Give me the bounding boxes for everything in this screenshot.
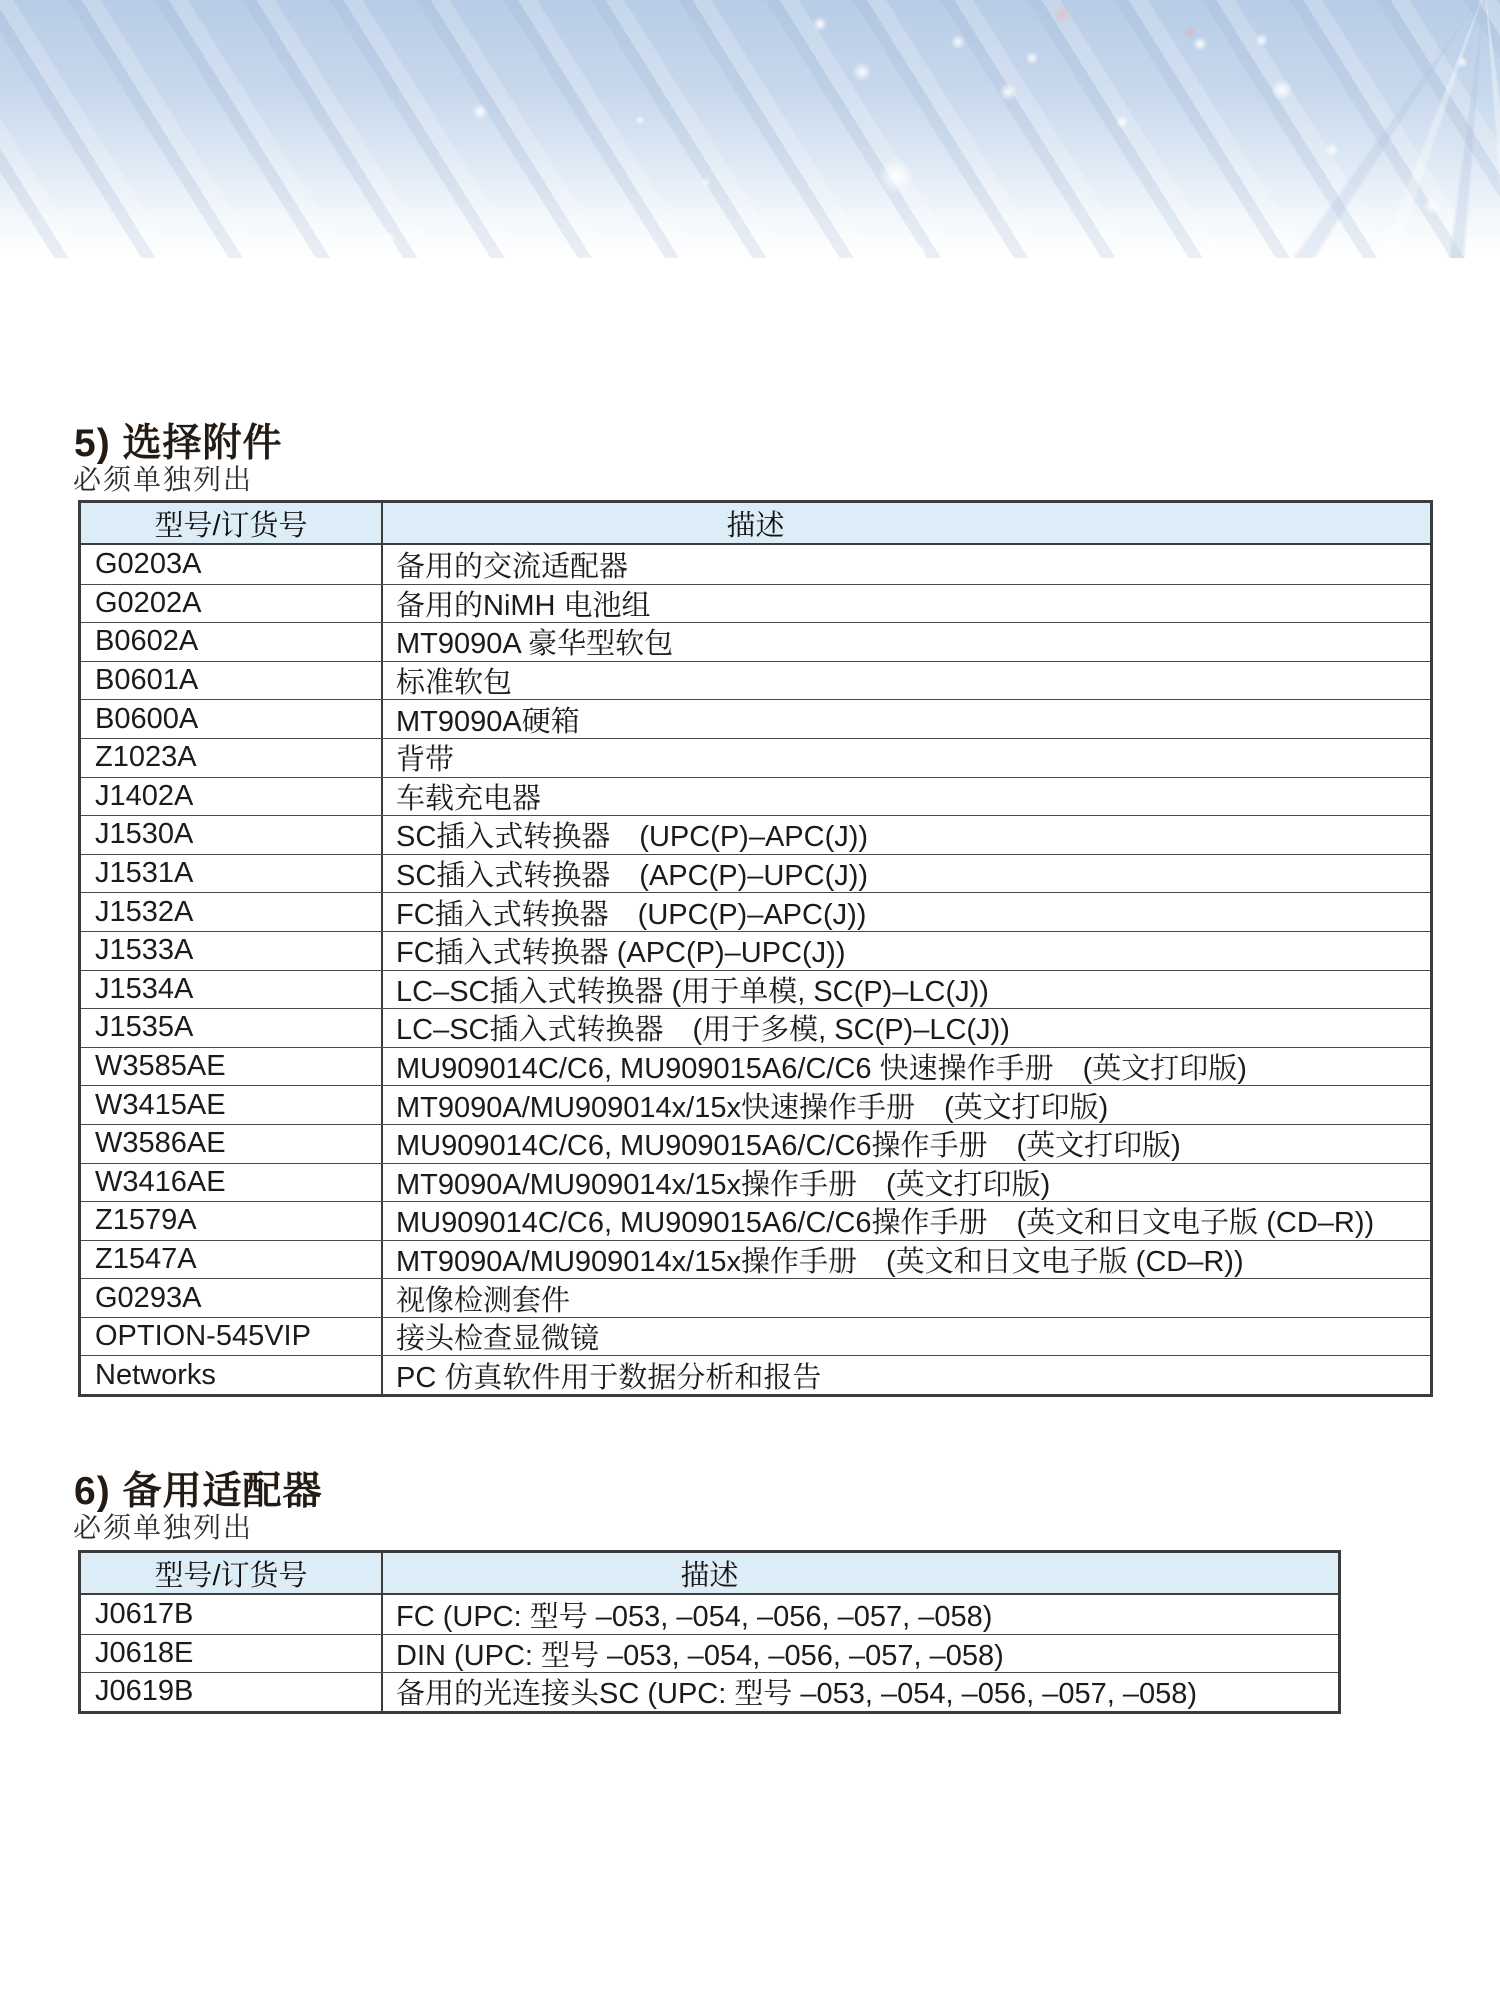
table-row bbox=[81, 699, 1430, 738]
decorative-banner-image bbox=[0, 0, 1500, 258]
table-row bbox=[81, 622, 1430, 661]
model-cell: W3586AE bbox=[81, 1125, 383, 1163]
description-cell: 备用的光连接头SC (UPC: 型号 –053, –054, –056, –057, –058) bbox=[396, 1678, 1198, 1711]
model-cell: J0617B bbox=[81, 1595, 383, 1634]
section6-title: 6) 备用适配器 bbox=[74, 1470, 323, 1513]
model-cell: Z1547A bbox=[81, 1241, 383, 1279]
model-cell: J0618E bbox=[81, 1635, 383, 1673]
description-cell: MT9090A/MU909014x/15x操作手册 (英文打印版) bbox=[396, 1168, 1051, 1201]
description-cell: 备用的交流适配器 bbox=[396, 550, 629, 583]
model-cell: W3415AE bbox=[81, 1086, 383, 1124]
table-row bbox=[81, 584, 1430, 623]
section5-subtitle: 必须单独列出 bbox=[73, 464, 254, 495]
model-cell: OPTION-545VIP bbox=[81, 1318, 383, 1356]
table-row bbox=[81, 661, 1430, 700]
spare-adapters-table bbox=[78, 1550, 1341, 1714]
table-row bbox=[81, 892, 1430, 931]
model-cell: B0601A bbox=[81, 662, 383, 700]
description-cell: SC插入式转换器 (APC(P)–UPC(J)) bbox=[396, 860, 869, 893]
description-cell: FC (UPC: 型号 –053, –054, –056, –057, –058) bbox=[396, 1600, 993, 1633]
model-cell: W3585AE bbox=[81, 1048, 383, 1086]
table-row bbox=[81, 545, 1430, 584]
model-cell: J1532A bbox=[81, 893, 383, 931]
accessories-table-header bbox=[81, 503, 1430, 545]
description-cell: FC插入式转换器 (UPC(P)–APC(J)) bbox=[396, 898, 867, 931]
table-row bbox=[81, 1163, 1430, 1202]
model-cell: W3416AE bbox=[81, 1164, 383, 1202]
table-row bbox=[81, 970, 1430, 1009]
table-row bbox=[81, 1634, 1338, 1673]
table-row bbox=[81, 738, 1430, 777]
table-row bbox=[81, 1085, 1430, 1124]
description-cell: FC插入式转换器 (APC(P)–UPC(J)) bbox=[396, 937, 846, 970]
table-row bbox=[81, 931, 1430, 970]
model-column-header: 型号/订货号 bbox=[81, 1553, 383, 1593]
description-column-header: 描述 bbox=[726, 509, 785, 542]
description-cell: MT9090A/MU909014x/15x快速操作手册 (英文打印版) bbox=[396, 1091, 1109, 1124]
model-cell: J0619B bbox=[81, 1673, 383, 1711]
accessories-table bbox=[78, 500, 1433, 1397]
model-cell: Networks bbox=[81, 1356, 383, 1394]
description-cell: 接头检查显微镜 bbox=[396, 1323, 600, 1356]
description-cell: MT9090A硬箱 bbox=[396, 705, 580, 738]
description-cell: 视像检测套件 bbox=[396, 1284, 571, 1317]
model-cell: J1535A bbox=[81, 1009, 383, 1047]
description-cell: LC–SC插入式转换器 (用于单模, SC(P)–LC(J)) bbox=[396, 975, 989, 1008]
description-cell: MT9090A 豪华型软包 bbox=[396, 628, 674, 661]
section5-title: 5) 选择附件 bbox=[74, 422, 283, 465]
description-cell: 背带 bbox=[396, 744, 455, 777]
table-row bbox=[81, 1672, 1338, 1711]
model-column-header: 型号/订货号 bbox=[81, 503, 383, 543]
table-row bbox=[81, 815, 1430, 854]
table-row bbox=[81, 777, 1430, 816]
table-row bbox=[81, 1047, 1430, 1086]
model-cell: G0203A bbox=[81, 545, 383, 584]
model-cell: J1533A bbox=[81, 932, 383, 970]
table-row bbox=[81, 1240, 1430, 1279]
model-cell: B0600A bbox=[81, 700, 383, 738]
model-cell: J1530A bbox=[81, 816, 383, 854]
description-cell: PC 仿真软件用于数据分析和报告 bbox=[396, 1361, 822, 1394]
table-row bbox=[81, 1008, 1430, 1047]
spare-adapters-table-header bbox=[81, 1553, 1338, 1595]
description-cell: SC插入式转换器 (UPC(P)–APC(J)) bbox=[396, 821, 869, 854]
description-cell: 标准软包 bbox=[396, 667, 513, 700]
model-cell: Z1023A bbox=[81, 739, 383, 777]
description-cell: MU909014C/C6, MU909015A6/C/C6操作手册 (英文打印版) bbox=[396, 1130, 1181, 1163]
description-cell: MU909014C/C6, MU909015A6/C/C6 快速操作手册 (英文打印版) bbox=[396, 1053, 1247, 1086]
table-row bbox=[81, 1355, 1430, 1394]
description-cell: MU909014C/C6, MU909015A6/C/C6操作手册 (英文和日文电子版 (CD–R)) bbox=[396, 1207, 1375, 1240]
description-cell: DIN (UPC: 型号 –053, –054, –056, –057, –058) bbox=[396, 1639, 1004, 1672]
description-column-header: 描述 bbox=[680, 1559, 739, 1592]
table-row bbox=[81, 854, 1430, 893]
description-cell: LC–SC插入式转换器 (用于多模, SC(P)–LC(J)) bbox=[396, 1014, 1010, 1047]
description-cell: MT9090A/MU909014x/15x操作手册 (英文和日文电子版 (CD–R)) bbox=[396, 1245, 1244, 1278]
section6-subtitle: 必须单独列出 bbox=[73, 1512, 254, 1543]
model-cell: J1531A bbox=[81, 855, 383, 893]
model-cell: G0293A bbox=[81, 1279, 383, 1317]
model-cell: J1402A bbox=[81, 778, 383, 816]
table-row bbox=[81, 1595, 1338, 1634]
model-cell: G0202A bbox=[81, 585, 383, 623]
description-cell: 备用的NiMH 电池组 bbox=[396, 589, 651, 622]
model-cell: B0602A bbox=[81, 623, 383, 661]
table-row bbox=[81, 1124, 1430, 1163]
table-row bbox=[81, 1317, 1430, 1356]
table-row bbox=[81, 1201, 1430, 1240]
model-cell: J1534A bbox=[81, 971, 383, 1009]
description-cell: 车载充电器 bbox=[396, 782, 542, 815]
table-row bbox=[81, 1278, 1430, 1317]
model-cell: Z1579A bbox=[81, 1202, 383, 1240]
